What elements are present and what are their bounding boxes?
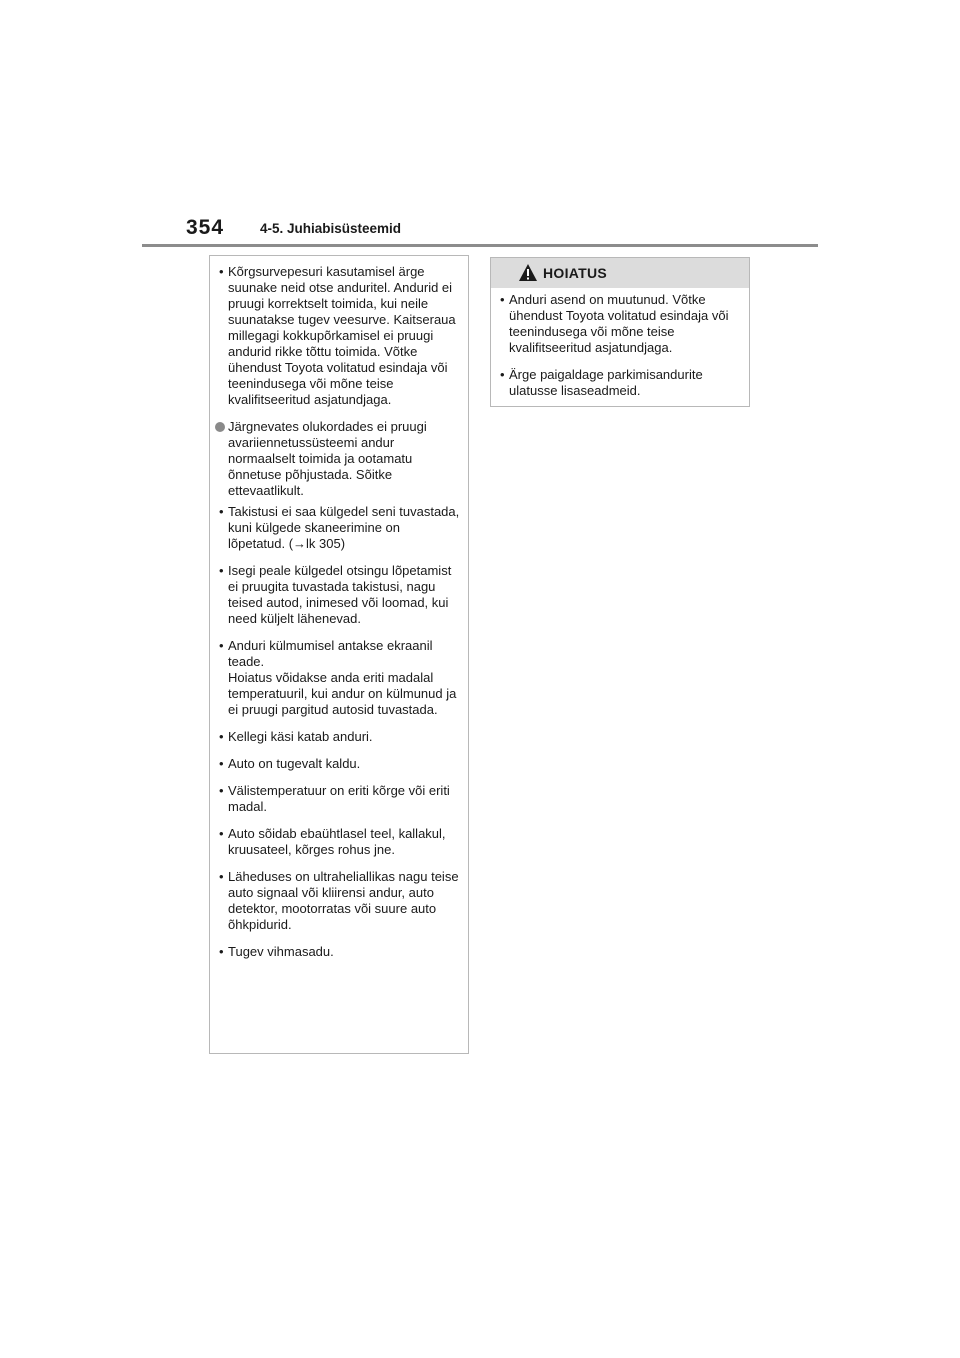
list-item: • Auto on tugevalt kaldu. [219,756,361,771]
condition-intro-text: Järgnevates olukordades ei pruugi avariiennetussüsteemi andur normaalselt toimida ja ootamatu õnnetuse põhjustada. Sõitke ettevaatlikult. [228,419,427,498]
list-item-text: Tugev vihmasadu. [228,944,334,959]
list-item: • Isegi peale külgedel otsingu lõpetamist ei pruugita tuvastada takistusi, nagu teised autod, inimesed või loomad, kui need küljelt lähenevad. [219,563,452,626]
list-item: • Kellegi käsi katab anduri. [219,729,373,744]
list-item-text: Auto sõidab ebaühtlasel teel, kallakul, kruusateel, kõrges rohus jne. [228,826,446,857]
list-item: • Auto sõidab ebaühtlasel teel, kallakul, kruusateel, kõrges rohus jne. [219,826,446,857]
section-title: 4-5. Juhiabisüsteemid [260,221,402,236]
warning-triangle-icon [518,263,538,282]
list-item-text: Isegi peale külgedel otsingu lõpetamist ei pruugita tuvastada takistusi, nagu teised autod, inimesed või loomad, kui need küljelt lähenevad. [228,563,452,626]
page-number: 354 [186,216,225,239]
warning-box [490,257,750,407]
list-item-text: Anduri asend on muutunud. Võtke ühendust Toyota volitatud esindaja või teenindusega või mõne teise kvalifitseeritud asjatundjaga. [509,292,729,355]
list-item-text: Anduri külmumisel antakse ekraanil teade. [228,638,433,669]
list-item-text: Kellegi käsi katab anduri. [228,729,373,744]
warning-header [491,258,749,288]
header-divider [142,244,818,247]
list-item-text: Läheduses on ultraheliallikas nagu teise auto signaal või kliirensi andur, auto detektor, mootorratas või suure auto õhkpidurid. [228,869,459,932]
list-item: • Kõrgsurvepesuri kasutamisel ärge suunake neid otse anduritel. Andurid ei pruugi korrektselt toimida, kui neile suunatakse tugev veesurve. Kaitseraua millegagi kokkupõrkamisel ei pruugi andurid rikke tõttu toimida. Võtke ühendust Toyota volitatud esindaja või teenindusega või mõne teise kvalifitseeritud asjatundjaga. [219,264,456,407]
warning-body [491,288,749,399]
caution-notes-box [209,255,469,1054]
condition-intro [218,419,460,499]
list-item: • Välistemperatuur on eriti kõrge või eriti madal. [219,783,450,814]
gray-circle-icon [215,422,225,432]
list-item: • Ärge paigaldage parkimisandurite ulatusse lisaseadmeid. [500,367,703,398]
list-item: • Anduri külmumisel antakse ekraanil teade. Hoiatus võidakse anda eriti madalal temperatuuril, kui andur on külmunud ja ei pruugi pargitud autosid tuvastada. [219,638,457,717]
list-item: • Takistusi ei saa külgedel seni tuvastada, kuni külgede skaneerimine on lõpetatud. (→lk 305) [219,504,460,551]
list-item-text: Ärge paigaldage parkimisandurite ulatusse lisaseadmeid. [509,367,703,398]
warning-title: HOIATUS [543,265,608,281]
freeze-note-text: Hoiatus võidakse anda eriti madalal temperatuuril, kui andur on külmunud ja ei pruugi pargitud autosid tuvastada. [228,670,457,717]
list-item-text: Takistusi ei saa külgedel seni tuvastada, kuni külgede skaneerimine on lõpetatud. (→lk 305) [228,504,460,551]
list-item: • Läheduses on ultraheliallikas nagu teise auto signaal või kliirensi andur, auto detektor, mootorratas või suure auto õhkpidurid. [219,869,459,932]
list-item: • Anduri asend on muutunud. Võtke ühendust Toyota volitatud esindaja või teenindusega või mõne teise kvalifitseeritud asjatundjaga. [500,292,729,355]
list-item-text: Välistemperatuur on eriti kõrge või eriti madal. [228,783,450,814]
list-item-text: Kõrgsurvepesuri kasutamisel ärge suunake neid otse anduritel. Andurid ei pruugi korrektselt toimida, kui neile suunatakse tugev veesurve. Kaitseraua millegagi kokkupõrkamisel ei pruugi andurid rikke tõttu toimida. Võtke ühendust Toyota volitatud esindaja või teenindusega või mõne teise kvalifitseeritud asjatundjaga. [228,264,456,407]
list-item-text: Auto on tugevalt kaldu. [228,756,361,771]
list-item: • Tugev vihmasadu. [219,944,334,959]
